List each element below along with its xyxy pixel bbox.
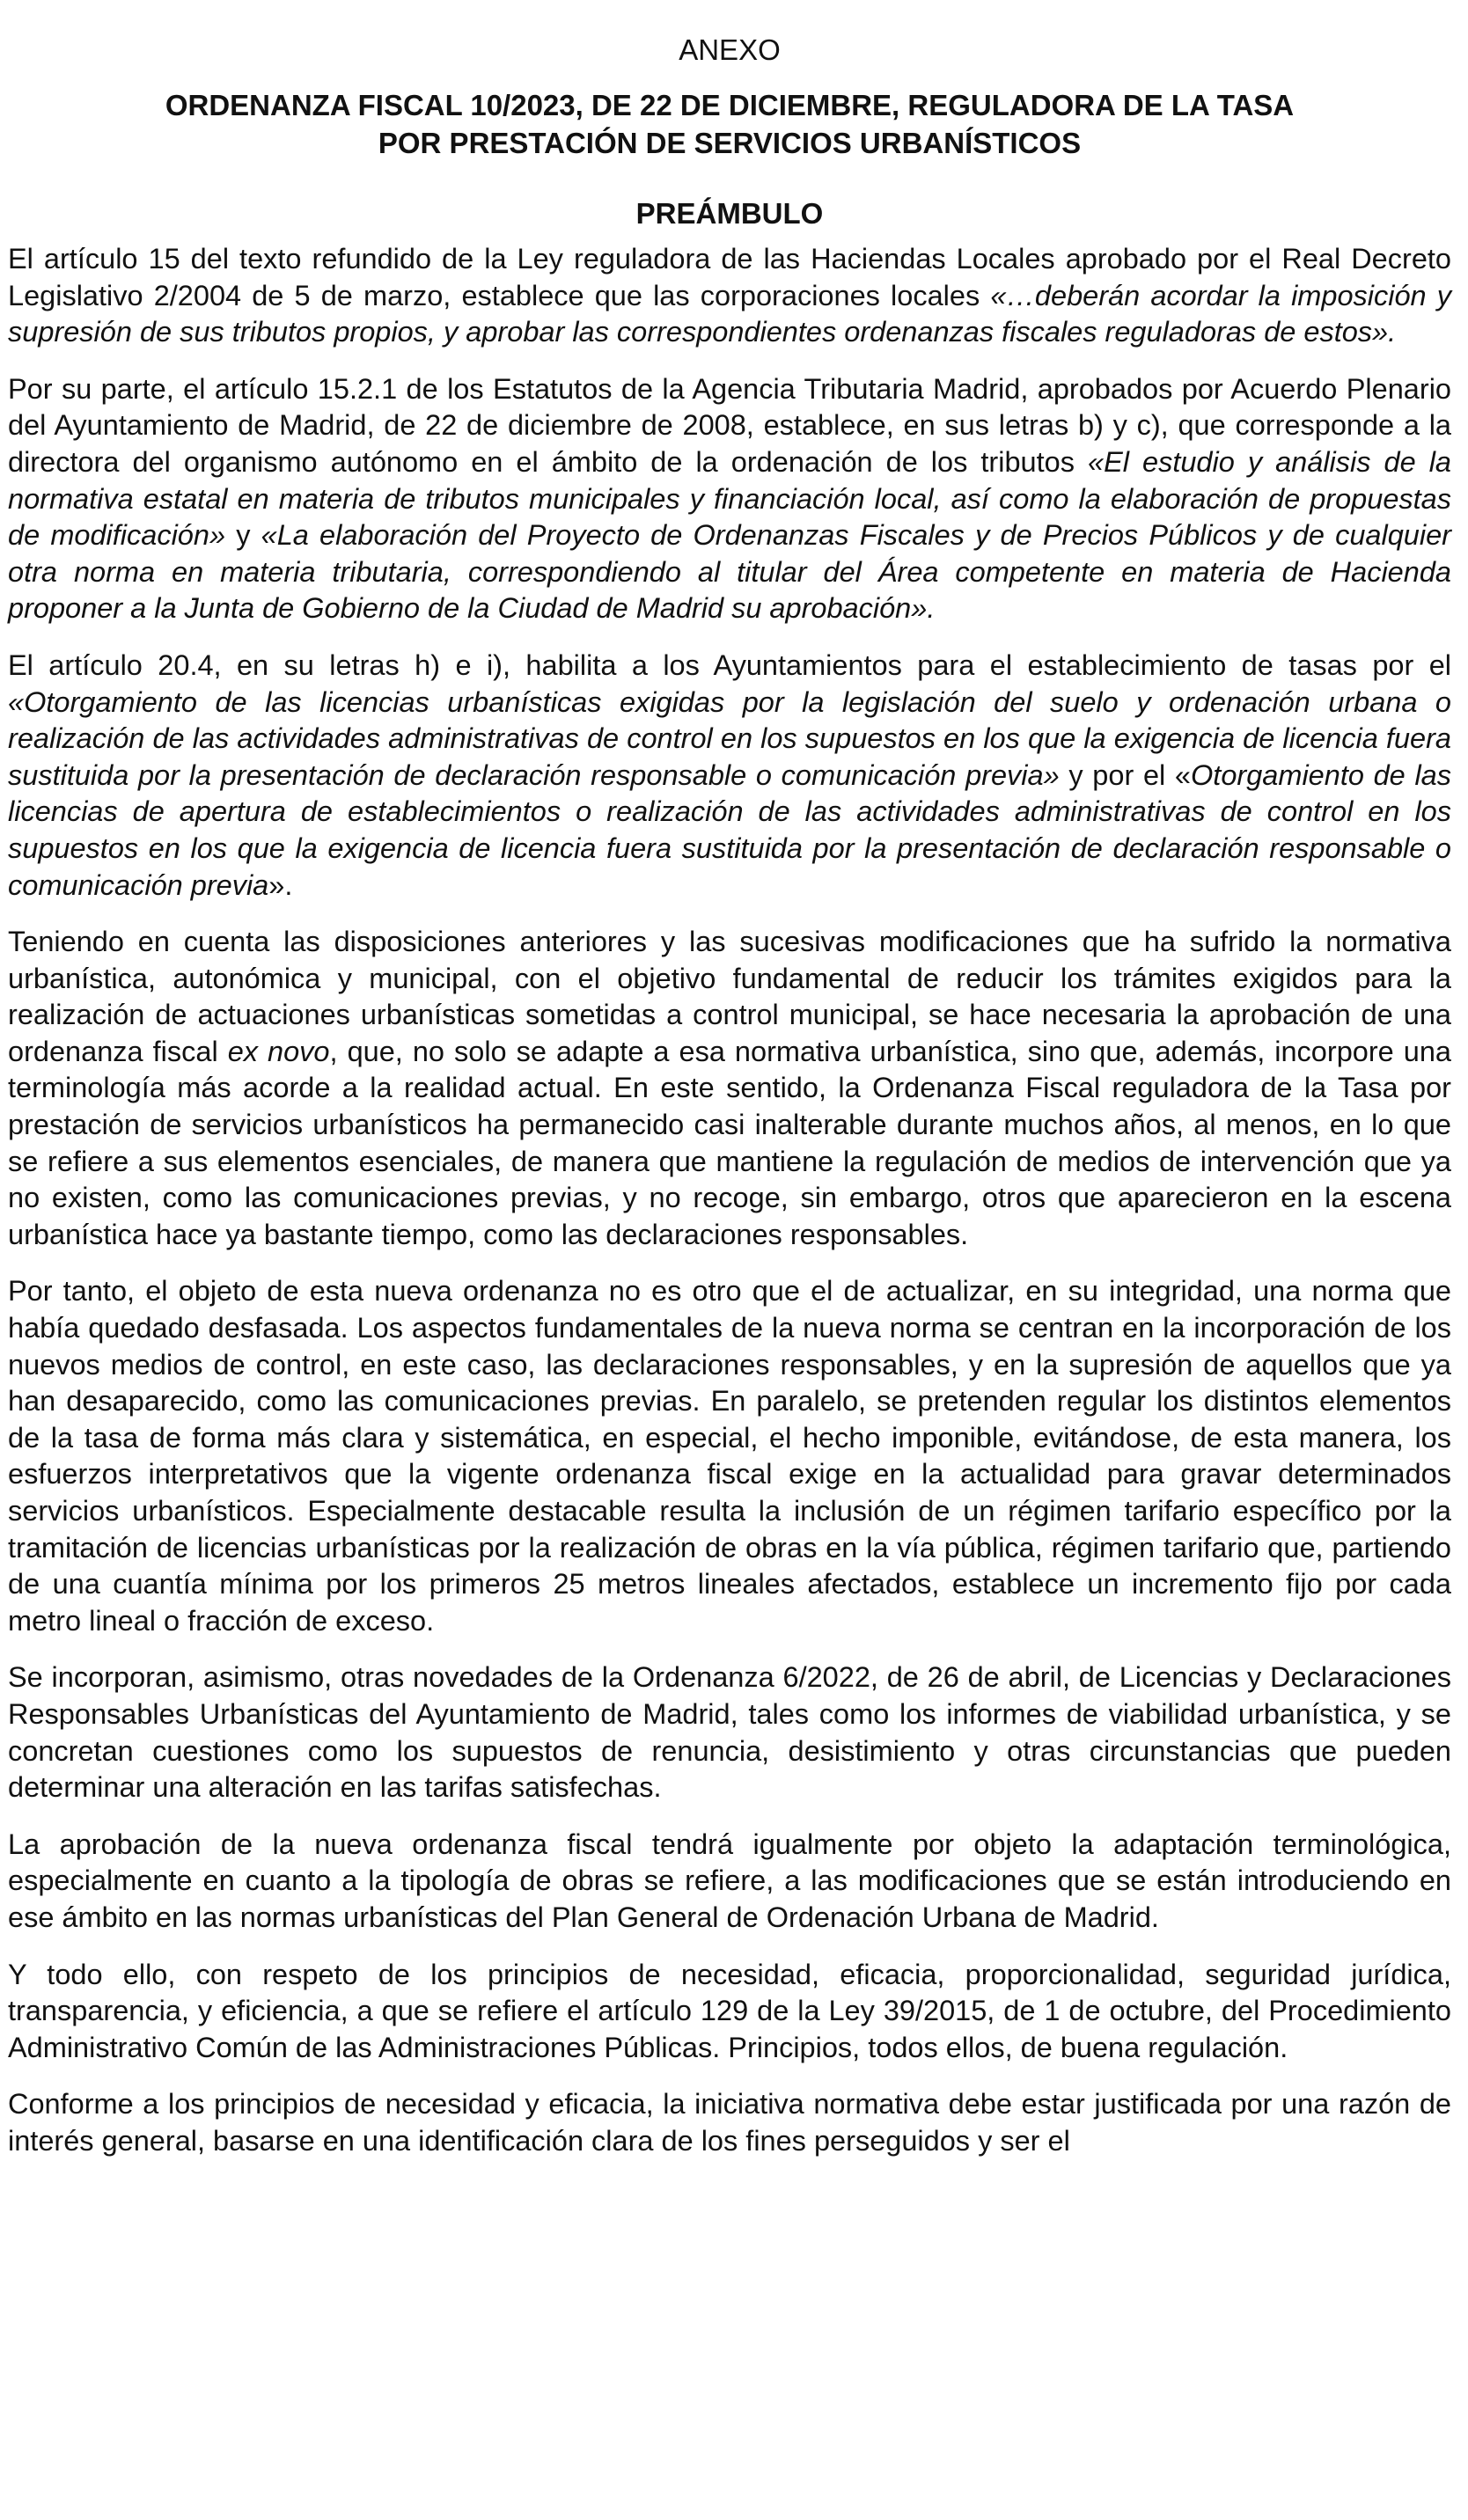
ordinance-title-line-2: POR PRESTACIÓN DE SERVICIOS URBANÍSTICOS bbox=[378, 127, 1082, 159]
paragraph-1-quote: «…deberán acordar la imposición y supresión de sus tributos propios, y aprobar las correspondientes ordenanzas fiscales reguladoras de estos». bbox=[8, 279, 1451, 348]
paragraph-2-text-a: Por su parte, el artículo 15.2.1 de los Estatutos de la Agencia Tributaria Madrid, aprobados por Acuerdo Plenario del Ayuntamiento de Madrid, de 22 de diciembre de 2008, establece, en sus letras b) y c), que corresponde a la directora del organismo autónomo en el ámbito de la ordenación de los tributos bbox=[8, 372, 1451, 478]
paragraph-9: Conforme a los principios de necesidad y eficacia, la iniciativa normativa debe estar justificada por una razón de interés general, basarse en una identificación clara de los fines perseguidos y ser el bbox=[8, 2088, 1451, 2157]
paragraph-4 bbox=[8, 924, 1451, 1253]
paragraph-2-quote-b: «La elaboración del Proyecto de Ordenanzas Fiscales y de Precios Públicos y de cualquier otra norma en materia tributaria, correspondiendo al titular del Área competente en materia de Hacienda proponer a la Junta de Gobierno de la Ciudad de Madrid su aprobación». bbox=[8, 519, 1451, 625]
anexo-label: ANEXO bbox=[679, 33, 781, 66]
paragraph-3-quote-a: «Otorgamiento de las licencias urbanísticas exigidas por la legislación del suelo y ordenación urbana o realización de las actividades administrativas de control en los supuestos en los que la exigencia de licencia fuera sustituida por la presentación de declaración responsable o comunicación previa» bbox=[8, 685, 1451, 791]
paragraph-3-text-a: El artículo 20.4, en su letras h) e i), habilita a los Ayuntamientos para el establecimiento de tasas por el bbox=[8, 648, 1451, 681]
paragraph-3 bbox=[8, 648, 1451, 904]
paragraph-4-latin-term: ex novo bbox=[227, 1035, 330, 1067]
paragraph-3-quote-b: Otorgamiento de las licencias de apertura de establecimientos o realización de las actividades administrativas de control en los supuestos en los que la exigencia de licencia fuera sustituida por la presentación de declaración responsable o comunicación previa bbox=[8, 758, 1451, 901]
paragraph-3-text-b: y por el « bbox=[1059, 758, 1192, 791]
preamble-heading: PREÁMBULO bbox=[635, 197, 824, 230]
paragraph-2-text-b: y bbox=[225, 519, 261, 552]
paragraph-7: La aprobación de la nueva ordenanza fiscal tendrá igualmente por objeto la adaptación terminológica, especialmente en cuanto a la tipología de obras se refiere, a las modificaciones que se están introduciendo en ese ámbito en las normas urbanísticas del Plan General de Ordenación Urbana de Madrid. bbox=[8, 1828, 1451, 1933]
ordinance-title-line-1: ORDENANZA FISCAL 10/2023, DE 22 DE DICIEMBRE, REGULADORA DE LA TASA bbox=[165, 89, 1295, 121]
paragraph-1 bbox=[8, 241, 1451, 351]
paragraph-3-text-c: ». bbox=[268, 868, 293, 901]
paragraph-4-text-a: Teniendo en cuenta las disposiciones anteriores y las sucesivas modificaciones que ha sufrido la normativa urbanística, autonómica y municipal, con el objetivo fundamental de reducir los trámites exigidos para la realización de actuaciones urbanísticas sometidas a control municipal, se hace necesaria la aprobación de una ordenanza fiscal bbox=[8, 926, 1451, 1067]
ordinance-title bbox=[8, 86, 1451, 162]
paragraph-4-text-b: , que, no solo se adapte a esa normativa urbanística, sino que, además, incorpore una terminología más acorde a la realidad actual. En este sentido, la Ordenanza Fiscal reguladora de la Tasa por prestación de servicios urbanísticos ha permanecido casi inalterable durante muchos años, al menos, en lo que se refiere a sus elementos esenciales, de manera que mantiene la regulación de medios de intervención que ya no existen, como las comunicaciones previas, y no recoge, sin embargo, otros que aparecieron en la escena urbanística hace ya bastante tiempo, como las declaraciones responsables. bbox=[8, 1035, 1451, 1250]
paragraph-2 bbox=[8, 371, 1451, 627]
paragraph-5: Por tanto, el objeto de esta nueva ordenanza no es otro que el de actualizar, en su integridad, una norma que había quedado desfasada. Los aspectos fundamentales de la nueva norma se centran en la incorporación de los nuevos medios de control, en este caso, las declaraciones responsables, y en la supresión de aquellos que ya han desaparecido, como las comunicaciones previas. En paralelo, se pretenden regular los distintos elementos de la tasa de forma más clara y sistemática, en especial, el hecho imponible, evitándose, de esta manera, los esfuerzos interpretativos que la vigente ordenanza fiscal exige en la actualidad para gravar determinados servicios urbanísticos. Especialmente destacable resulta la inclusión de un régimen tarifario específico por la tramitación de licencias urbanísticas por la realización de obras en la vía pública, régimen tarifario que, partiendo de una cuantía mínima por los primeros 25 metros lineales afectados, establece un incremento fijo por cada metro lineal o fracción de exceso. bbox=[8, 1275, 1451, 1637]
paragraph-2-quote-a: «El estudio y análisis de la normativa estatal en materia de tributos municipales y financiación local, así como la elaboración de propuestas de modificación» bbox=[8, 445, 1451, 552]
paragraph-1-text: El artículo 15 del texto refundido de la Ley reguladora de las Haciendas Locales aprobado por el Real Decreto Legislativo 2/2004 de 5 de marzo, establece que las corporaciones locales bbox=[8, 243, 1451, 311]
paragraph-6: Se incorporan, asimismo, otras novedades de la Ordenanza 6/2022, de 26 de abril, de Licencias y Declaraciones Responsables Urbanísticas del Ayuntamiento de Madrid, tales como los informes de viabilidad urbanística, y se concretan cuestiones como los supuestos de renuncia, desistimiento y otras circunstancias que pueden determinar una alteración en las tarifas satisfechas. bbox=[8, 1661, 1451, 1804]
paragraph-8: Y todo ello, con respeto de los principios de necesidad, eficacia, proporcionalidad, seguridad jurídica, transparencia, y eficiencia, a que se refiere el artículo 129 de la Ley 39/2015, de 1 de octubre, del Procedimiento Administrativo Común de las Administraciones Públicas. Principios, todos ellos, de buena regulación. bbox=[8, 1958, 1451, 2063]
